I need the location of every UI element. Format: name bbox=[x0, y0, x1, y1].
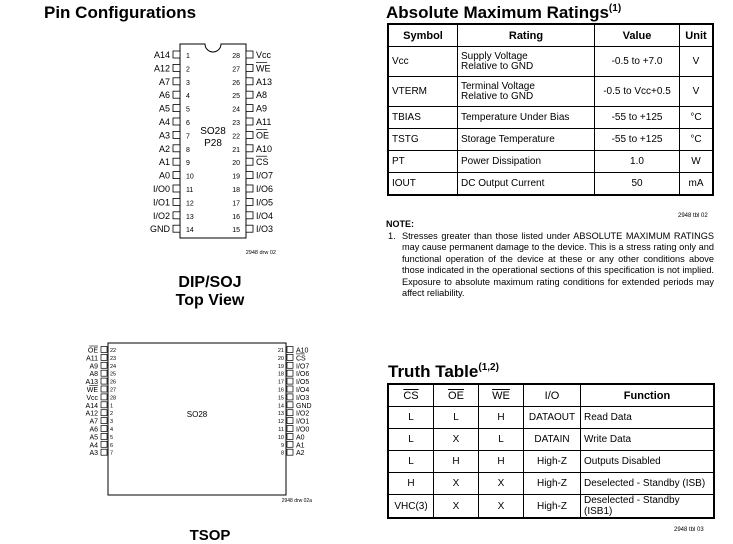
dip-drawing-ref: 2948 drw 02 bbox=[245, 250, 276, 256]
tsop-pin bbox=[281, 441, 305, 449]
pin-label: Vcc bbox=[256, 50, 272, 60]
cell-function: Read Data bbox=[581, 407, 715, 429]
cell-unit: °C bbox=[680, 129, 714, 151]
col-header-oe: $\overline{OE}$ bbox=[434, 384, 479, 407]
pin-number: 13 bbox=[186, 213, 194, 221]
cell-function: Deselected - Standby (ISB) bbox=[581, 473, 715, 495]
pin-number: 27 bbox=[232, 66, 240, 74]
pin-label: Vcc bbox=[86, 394, 98, 402]
pin-number: 11 bbox=[278, 427, 284, 433]
cell-unit: V bbox=[680, 47, 714, 77]
note-text: Stresses greater than those listed under ABSOLUTE MAXIMUM RATINGS may cause permanent damage to the device. This is a stress rating only and functional operation of the device at these or any other conditions above those indicated in the operational sections of this specification is not implied. Exposure to absolute maximum rating conditions for extended periods may affect reliability. bbox=[402, 231, 714, 299]
pin-label: WE bbox=[86, 387, 98, 394]
table-row bbox=[388, 107, 713, 129]
tsop-pin bbox=[278, 370, 309, 378]
tsop-pin bbox=[278, 347, 309, 355]
cell-value: -0.5 to Vcc+0.5 bbox=[595, 77, 680, 107]
cell-rating: Temperature Under Bias bbox=[458, 107, 595, 129]
pin-label: A5 bbox=[89, 434, 98, 442]
pin-number: 21 bbox=[232, 146, 240, 154]
cell-symbol: VTERM bbox=[388, 77, 458, 107]
pin-number: 10 bbox=[186, 173, 194, 181]
cell-oe: X bbox=[434, 495, 479, 519]
pin-number: 2 bbox=[186, 66, 190, 74]
pin-label: I/O3 bbox=[296, 394, 310, 402]
pin-number: 9 bbox=[186, 160, 190, 168]
pin-number: 9 bbox=[280, 442, 284, 449]
pin-number: 4 bbox=[186, 93, 190, 101]
col-header-function: Function bbox=[581, 384, 715, 407]
cell-cs: H bbox=[388, 473, 434, 495]
pin-label: A10 bbox=[296, 347, 309, 355]
pin-label: I/O6 bbox=[296, 371, 310, 379]
tsop-pin bbox=[86, 378, 117, 386]
tsop-pin bbox=[278, 410, 309, 418]
pin-label: A9 bbox=[89, 363, 98, 371]
dip-pin bbox=[153, 184, 193, 194]
cell-we: X bbox=[479, 473, 524, 495]
cell-function: Deselected - Standby (ISB1) bbox=[581, 495, 715, 519]
cell-value: 1.0 bbox=[595, 151, 680, 173]
pin-number: 15 bbox=[232, 227, 240, 235]
tsop-pin bbox=[278, 426, 309, 434]
dip-pin bbox=[159, 130, 190, 140]
pin-label: A10 bbox=[256, 143, 273, 154]
pin-number: 28 bbox=[110, 395, 117, 402]
table-row bbox=[388, 129, 713, 151]
pin-label: A12 bbox=[85, 410, 98, 418]
cell-unit: V bbox=[680, 77, 714, 107]
truth-table-heading: Truth Table$^{(1,2)}$ bbox=[388, 362, 499, 381]
heading-footnote-ref: (1,2) bbox=[478, 362, 499, 373]
cell-symbol: TSTG bbox=[388, 129, 458, 151]
cell-function: Write Data bbox=[581, 429, 715, 451]
table-header-row bbox=[388, 384, 714, 407]
pin-label: A14 bbox=[85, 402, 98, 410]
table-header-row bbox=[388, 24, 713, 47]
pin-label: A11 bbox=[86, 355, 98, 363]
pin-number: 24 bbox=[232, 106, 240, 114]
pin-label: CS bbox=[296, 355, 306, 363]
pin-label: A6 bbox=[158, 90, 170, 101]
cell-we: L bbox=[479, 429, 524, 451]
cell-cs: L bbox=[388, 407, 434, 429]
pin-number: 6 bbox=[186, 120, 190, 127]
cell-function: Outputs Disabled bbox=[581, 451, 715, 473]
pin-number: 20 bbox=[232, 160, 240, 168]
pin-number: 10 bbox=[277, 434, 284, 441]
pin-number: 18 bbox=[277, 371, 284, 378]
pin-number: 1 bbox=[186, 53, 190, 60]
pin-number: 23 bbox=[232, 120, 240, 127]
pin-label: I/O7 bbox=[256, 170, 274, 181]
pin-number: 17 bbox=[277, 379, 284, 386]
cell-value: 50 bbox=[595, 173, 680, 196]
pin-number: 5 bbox=[186, 106, 190, 114]
pin-number: 21 bbox=[277, 348, 284, 354]
dip-pin bbox=[154, 63, 190, 73]
pin-label: A3 bbox=[89, 450, 98, 458]
truth-table bbox=[387, 383, 715, 519]
dip-pin bbox=[232, 117, 271, 127]
pin-label: A1 bbox=[158, 157, 170, 168]
heading-footnote-ref: (1) bbox=[608, 3, 622, 14]
tsop-pin bbox=[86, 410, 114, 418]
pin-label: A1 bbox=[296, 442, 305, 450]
cell-cs: VHC(3) bbox=[388, 495, 434, 519]
dip-pin bbox=[159, 157, 190, 167]
tsop-drawing-ref: 2948 drw 02a bbox=[281, 498, 312, 504]
tsop-pin bbox=[278, 402, 312, 410]
pin-label: I/O2 bbox=[296, 410, 310, 418]
tsop-package-outline bbox=[108, 343, 286, 495]
col-header-unit: Unit bbox=[680, 24, 714, 47]
pin-label: A8 bbox=[256, 90, 268, 101]
pin-label: A6 bbox=[89, 426, 98, 434]
cell-unit: mA bbox=[680, 173, 714, 196]
table-ref-abs: 2948 tbl 02 bbox=[678, 213, 708, 219]
dip-pin bbox=[232, 50, 271, 60]
cell-oe: L bbox=[434, 407, 479, 429]
dip-pin bbox=[159, 77, 190, 87]
pin-label: I/O3 bbox=[256, 224, 274, 235]
table-row bbox=[388, 451, 714, 473]
tsop-pin bbox=[281, 449, 305, 457]
pin-number: 28 bbox=[232, 53, 240, 60]
pin-label: I/O1 bbox=[296, 418, 310, 426]
pin-number: 17 bbox=[232, 200, 240, 208]
note-number: 1. bbox=[388, 231, 396, 241]
pin-number: 23 bbox=[110, 355, 117, 362]
pin-label: I/O2 bbox=[152, 210, 170, 221]
dip-pin bbox=[159, 104, 190, 114]
cell-cs: L bbox=[388, 451, 434, 473]
pin-label: A4 bbox=[89, 442, 98, 450]
dip-pin bbox=[232, 104, 267, 114]
pin-number: 1 bbox=[110, 403, 114, 410]
pin-number: 18 bbox=[232, 187, 240, 194]
dip-caption-line2: Top View bbox=[175, 292, 245, 309]
dip-pin bbox=[232, 171, 273, 181]
pin-label: A9 bbox=[256, 103, 268, 114]
pin-number: 26 bbox=[232, 79, 240, 87]
pin-label: I/O5 bbox=[256, 197, 274, 208]
table-row bbox=[388, 429, 714, 451]
dip-pin bbox=[232, 90, 267, 100]
absolute-maximum-ratings-table bbox=[387, 23, 714, 196]
cell-we: X bbox=[479, 495, 524, 519]
tsop-pin bbox=[89, 433, 113, 441]
pin-label: A3 bbox=[158, 130, 170, 141]
cell-rating: Supply Voltage Relative to GND bbox=[458, 47, 595, 77]
pin-label: A2 bbox=[296, 450, 305, 458]
dip-pin bbox=[232, 144, 272, 154]
tsop-pin bbox=[278, 354, 306, 363]
dip-caption-line1: DIP/SOJ bbox=[178, 274, 242, 291]
pin-number: 3 bbox=[110, 419, 114, 426]
table-row bbox=[388, 47, 713, 77]
tsop-pin bbox=[86, 354, 116, 362]
cell-io: High-Z bbox=[524, 473, 581, 495]
pin-label: A5 bbox=[158, 103, 170, 114]
cell-we: H bbox=[479, 451, 524, 473]
note-heading: NOTE: bbox=[386, 219, 414, 229]
pin-label: WE bbox=[256, 63, 271, 74]
pin-number: 27 bbox=[110, 387, 117, 394]
pin-number: 19 bbox=[277, 363, 284, 370]
pin-number: 2 bbox=[110, 411, 114, 418]
pin-label: I/O6 bbox=[256, 184, 274, 194]
cell-oe: X bbox=[434, 473, 479, 495]
dip-pin bbox=[153, 211, 194, 221]
dip-pin bbox=[232, 129, 269, 140]
pin-number: 26 bbox=[110, 379, 117, 386]
pin-number: 22 bbox=[110, 348, 117, 354]
pin-label: I/O4 bbox=[296, 387, 310, 394]
col-header-symbol: Symbol bbox=[388, 24, 458, 47]
table-row bbox=[388, 495, 714, 519]
tsop-pin bbox=[278, 386, 309, 394]
pin-number: 22 bbox=[232, 133, 240, 141]
pin-number: 20 bbox=[277, 355, 284, 362]
col-header-io: I/O bbox=[524, 384, 581, 407]
pin-label: I/O7 bbox=[296, 363, 310, 371]
cell-value: -55 to +125 bbox=[595, 129, 680, 151]
dip-pin bbox=[232, 184, 273, 194]
tsop-pin bbox=[89, 370, 116, 378]
tsop-pin bbox=[89, 362, 116, 370]
dip-pin bbox=[159, 117, 190, 127]
tsop-pin bbox=[278, 378, 309, 386]
pin-label: A0 bbox=[296, 434, 305, 442]
col-header-rating: Rating bbox=[458, 24, 595, 47]
pin-number: 12 bbox=[186, 200, 194, 208]
pin-number: 5 bbox=[110, 434, 114, 441]
cell-symbol: IOUT bbox=[388, 173, 458, 196]
cell-symbol: PT bbox=[388, 151, 458, 173]
dip-pin bbox=[232, 156, 268, 167]
table-row bbox=[388, 77, 713, 107]
dip-pin bbox=[159, 90, 190, 100]
pin-label: A13 bbox=[256, 76, 273, 87]
pin-number: 6 bbox=[110, 442, 114, 449]
dip-caption bbox=[160, 274, 260, 310]
pin-label: A14 bbox=[153, 50, 170, 60]
cell-symbol: Vcc bbox=[388, 47, 458, 77]
pin-number: 15 bbox=[277, 395, 284, 402]
cell-we: H bbox=[479, 407, 524, 429]
tsop-pin bbox=[89, 449, 113, 457]
pin-number: 25 bbox=[232, 93, 240, 101]
dip-pin bbox=[232, 197, 273, 207]
cell-io: DATAOUT bbox=[524, 407, 581, 429]
cell-value: -55 to +125 bbox=[595, 107, 680, 129]
tsop-pin bbox=[89, 426, 113, 434]
pin-label: OE bbox=[87, 347, 98, 355]
cell-unit: °C bbox=[680, 107, 714, 129]
pin-label: GND bbox=[296, 402, 312, 410]
pin-number: 13 bbox=[277, 411, 284, 418]
pin-label: I/O5 bbox=[296, 379, 310, 387]
pin-label: A12 bbox=[153, 63, 170, 74]
dip-pin bbox=[232, 211, 273, 221]
pin-number: 3 bbox=[186, 79, 190, 87]
pin-configurations-heading: Pin Configurations bbox=[44, 3, 197, 22]
dip-pin bbox=[232, 224, 273, 234]
pin-number: 4 bbox=[110, 427, 114, 433]
table-row bbox=[388, 151, 713, 173]
dip-pinout-diagram bbox=[0, 0, 300, 260]
dip-center-label: SO28 bbox=[200, 126, 226, 137]
cell-unit: W bbox=[680, 151, 714, 173]
cell-rating: Power Dissipation bbox=[458, 151, 595, 173]
pin-label: I/O0 bbox=[296, 426, 310, 434]
tsop-pinout-diagram bbox=[0, 335, 340, 535]
dip-pin bbox=[159, 171, 194, 181]
pin-number: 12 bbox=[277, 419, 284, 426]
dip-pin bbox=[232, 77, 272, 87]
tsop-pin bbox=[89, 441, 113, 449]
cell-io: High-Z bbox=[524, 451, 581, 473]
pin-number: 11 bbox=[186, 187, 194, 194]
cell-io: High-Z bbox=[524, 495, 581, 519]
tsop-caption-partial: TSOP bbox=[189, 527, 231, 544]
pin-label: A7 bbox=[158, 76, 170, 87]
cell-rating: DC Output Current bbox=[458, 173, 595, 196]
pin-number: 8 bbox=[186, 146, 190, 154]
pin-number: 24 bbox=[110, 363, 117, 370]
pin-number: 16 bbox=[277, 387, 284, 394]
pin-label: A2 bbox=[158, 143, 170, 154]
pin-label: GND bbox=[150, 224, 170, 235]
pin-label: A4 bbox=[158, 117, 170, 127]
table-ref-truth: 2948 tbl 03 bbox=[674, 527, 704, 533]
table-row bbox=[388, 173, 713, 196]
cell-rating: Storage Temperature bbox=[458, 129, 595, 151]
pin-label: A0 bbox=[158, 170, 170, 181]
dip-pin bbox=[232, 62, 270, 73]
cell-oe: H bbox=[434, 451, 479, 473]
pin-label: I/O0 bbox=[152, 184, 170, 194]
dip-pin bbox=[150, 224, 194, 234]
col-header-value: Value bbox=[595, 24, 680, 47]
dip-pin bbox=[159, 144, 190, 154]
tsop-pin bbox=[278, 362, 309, 370]
cell-oe: X bbox=[434, 429, 479, 451]
pin-number: 14 bbox=[277, 403, 284, 410]
cell-cs: L bbox=[388, 429, 434, 451]
col-header-cs: $\overline{CS}$ bbox=[388, 384, 434, 407]
cell-symbol: TBIAS bbox=[388, 107, 458, 129]
pin-label: A7 bbox=[89, 418, 98, 426]
dip-pin bbox=[154, 50, 190, 60]
tsop-pin bbox=[89, 418, 113, 426]
tsop-pin bbox=[86, 394, 116, 402]
tsop-pin bbox=[278, 433, 305, 441]
pin-label: I/O1 bbox=[152, 197, 170, 208]
tsop-center-label: SO28 bbox=[186, 410, 208, 419]
cell-rating: Terminal Voltage Relative to GND bbox=[458, 77, 595, 107]
pin-number: 8 bbox=[280, 450, 284, 457]
pin-label: OE bbox=[256, 130, 270, 141]
tsop-pin bbox=[278, 394, 309, 402]
pin-number: 16 bbox=[232, 213, 240, 221]
pin-label: CS bbox=[256, 157, 269, 168]
dip-package-code: P28 bbox=[204, 138, 222, 149]
pin-number: 25 bbox=[110, 371, 117, 378]
pin-label: A8 bbox=[89, 371, 98, 379]
cell-io: DATAIN bbox=[524, 429, 581, 451]
pin-label: I/O4 bbox=[256, 210, 274, 221]
dip-pin bbox=[153, 197, 194, 207]
absolute-maximum-ratings-heading: Absolute Maximum Ratings$^{(1)}$ bbox=[386, 3, 622, 22]
pin-label: A13 bbox=[85, 379, 98, 387]
pin-number: 7 bbox=[186, 133, 190, 141]
pin-label: A11 bbox=[256, 117, 272, 127]
tsop-pin bbox=[87, 386, 116, 395]
table-row bbox=[388, 407, 714, 429]
tsop-pin bbox=[278, 418, 309, 426]
tsop-pin bbox=[86, 402, 114, 410]
cell-value: -0.5 to +7.0 bbox=[595, 47, 680, 77]
tsop-pin bbox=[88, 346, 116, 355]
table-row bbox=[388, 473, 714, 495]
pin-number: 14 bbox=[186, 227, 194, 235]
pin-number: 7 bbox=[110, 450, 114, 457]
pin-number: 19 bbox=[232, 173, 240, 181]
col-header-we: $\overline{WE}$ bbox=[479, 384, 524, 407]
